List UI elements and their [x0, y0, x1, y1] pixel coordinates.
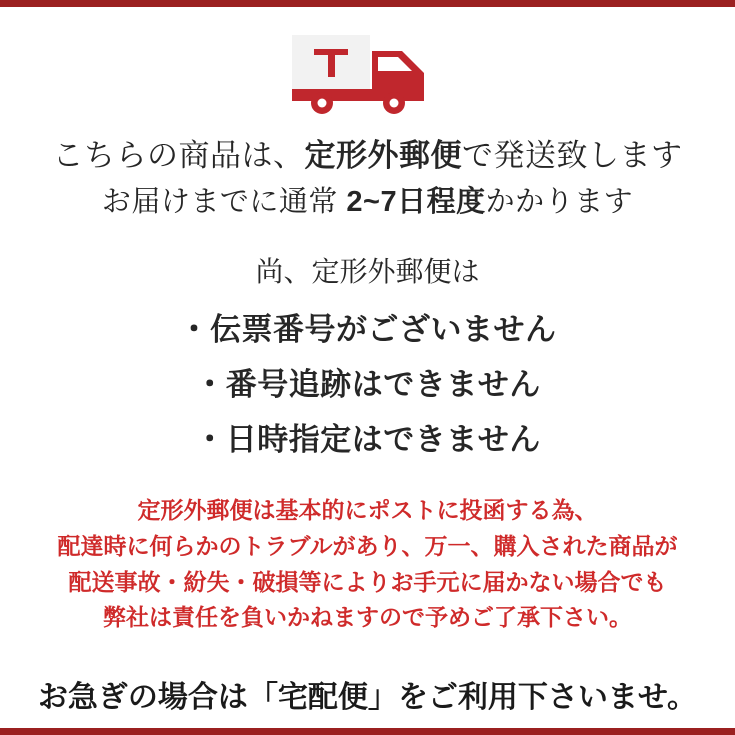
footer-note [38, 672, 697, 716]
headline-primary [53, 137, 683, 176]
list-item: ・伝票番号がございません [178, 312, 557, 347]
headline-1-prefix: こちらの商品は、 [52, 138, 305, 173]
footer-emphasis: 「宅配便」 [247, 680, 398, 714]
headline-2-suffix: かかります [485, 185, 634, 218]
subheading: 尚、定形外郵便は [255, 256, 480, 287]
disclaimer-line: 配達時に何らかのトラブルがあり、万一、購入された商品が [57, 532, 678, 559]
footer-suffix: をご利用下さいませ。 [397, 680, 698, 714]
footer-prefix: お急ぎの場合は [37, 680, 248, 714]
notice-content [0, 7, 735, 728]
delivery-truck-svg [278, 33, 458, 115]
list-item: ・番号追跡はできません [194, 366, 541, 402]
list-item: ・日時指定はできません [194, 421, 541, 457]
headline-1-suffix: で発送致します [462, 138, 683, 173]
headline-2-emphasis: 2~7日程度 [346, 185, 486, 218]
delivery-truck-icon [278, 33, 458, 115]
disclaimer-line: 定形外郵便は基本的にポストに投函する為、 [137, 497, 598, 524]
disclaimer-block [57, 493, 677, 636]
headline-secondary [102, 184, 633, 220]
headline-1-emphasis: 定形外郵便 [304, 138, 462, 173]
disclaimer-line: 配送事故・紛失・破損等によりお手元に届かない場合でも [68, 568, 667, 595]
disclaimer-line: 弊社は責任を負いかねますので予めご了承下さい。 [103, 604, 632, 631]
headline-2-prefix: お届けまでに通常 [101, 185, 347, 218]
